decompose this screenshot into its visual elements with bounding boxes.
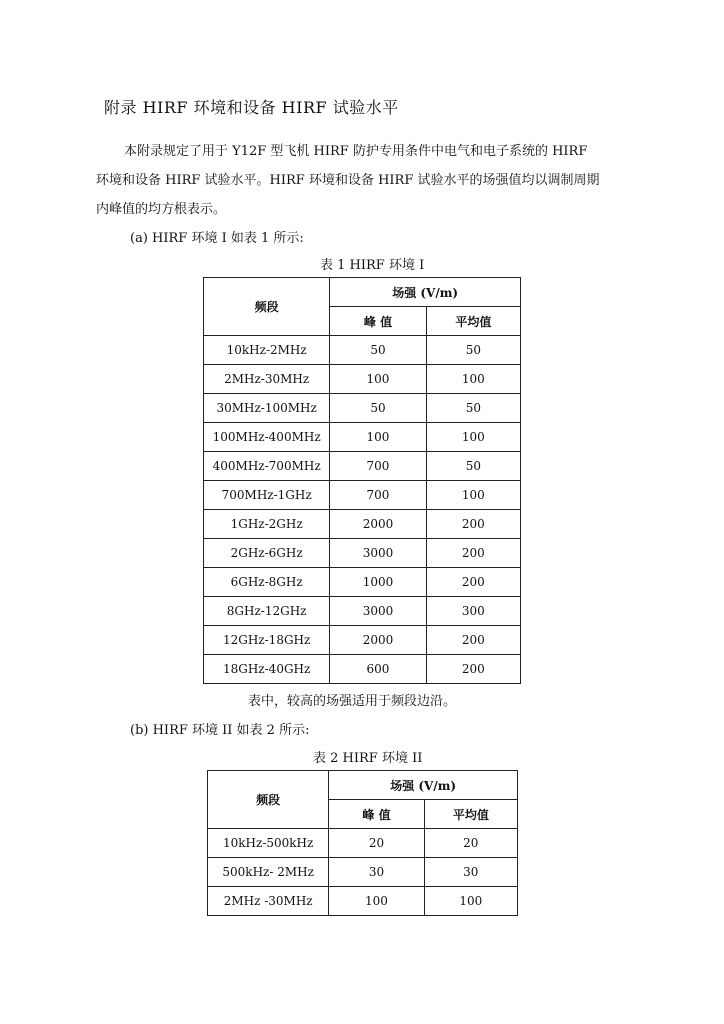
cell-peak: 30 [329, 858, 424, 887]
intro-paragraph [96, 137, 636, 224]
cell-band: 12GHz-18GHz [204, 626, 330, 655]
cell-band: 18GHz-40GHz [204, 655, 330, 684]
table-row [204, 655, 521, 684]
cell-average: 100 [426, 365, 520, 394]
cell-peak: 2000 [330, 626, 426, 655]
cell-band: 1GHz-2GHz [204, 510, 330, 539]
header-peak: 峰 值 [330, 307, 426, 336]
cell-average: 50 [426, 452, 520, 481]
cell-average: 200 [426, 626, 520, 655]
cell-average: 100 [424, 887, 517, 916]
table-row [204, 568, 521, 597]
cell-band: 6GHz-8GHz [204, 568, 330, 597]
cell-band: 700MHz-1GHz [204, 481, 330, 510]
cell-peak: 100 [330, 365, 426, 394]
table-row [204, 423, 521, 452]
header-field-strength: 场强 (V/m) [329, 771, 518, 800]
table1-caption: 表 1 HIRF 环境 I [320, 258, 425, 273]
cell-band: 2GHz-6GHz [204, 539, 330, 568]
header-average: 平均值 [424, 800, 517, 829]
header-field-strength: 场强 (V/m) [330, 278, 521, 307]
cell-average: 50 [426, 336, 520, 365]
cell-average: 50 [426, 394, 520, 423]
cell-peak: 100 [329, 887, 424, 916]
intro-line: 环境和设备 HIRF 试验水平。HIRF 环境和设备 HIRF 试验水平的场强值均以调制周期 [96, 173, 600, 188]
cell-peak: 600 [330, 655, 426, 684]
header-band: 频段 [204, 278, 330, 336]
cell-average: 100 [426, 481, 520, 510]
cell-average: 100 [426, 423, 520, 452]
table-row [204, 626, 521, 655]
intro-line: 内峰值的均方根表示。 [96, 202, 227, 217]
cell-peak: 1000 [330, 568, 426, 597]
cell-peak: 50 [330, 336, 426, 365]
cell-average: 30 [424, 858, 517, 887]
cell-band: 30MHz-100MHz [204, 394, 330, 423]
cell-band: 10kHz-500kHz [208, 829, 329, 858]
cell-peak: 700 [330, 481, 426, 510]
table2 [207, 770, 518, 916]
table-row [204, 365, 521, 394]
cell-average: 200 [426, 510, 520, 539]
table-row [208, 858, 518, 887]
cell-peak: 50 [330, 394, 426, 423]
appendix-title: 附录 HIRF 环境和设备 HIRF 试验水平 [104, 98, 399, 117]
cell-peak: 3000 [330, 539, 426, 568]
header-peak: 峰 值 [329, 800, 424, 829]
cell-band: 2MHz -30MHz [208, 887, 329, 916]
table1 [203, 277, 521, 684]
table-note: 表中，较高的场强适用于频段边沿。 [248, 694, 457, 709]
cell-average: 300 [426, 597, 520, 626]
cell-average: 200 [426, 539, 520, 568]
cell-peak: 700 [330, 452, 426, 481]
cell-band: 10kHz-2MHz [204, 336, 330, 365]
cell-band: 2MHz-30MHz [204, 365, 330, 394]
table-row [204, 510, 521, 539]
table-row [204, 394, 521, 423]
header-average: 平均值 [426, 307, 520, 336]
table-row [204, 597, 521, 626]
table-row [208, 887, 518, 916]
table-row [204, 452, 521, 481]
cell-peak: 3000 [330, 597, 426, 626]
cell-band: 8GHz-12GHz [204, 597, 330, 626]
cell-peak: 2000 [330, 510, 426, 539]
table-row [208, 829, 518, 858]
table-row [204, 336, 521, 365]
item-b-text: (b) HIRF 环境 II 如表 2 所示: [130, 723, 310, 738]
cell-average: 200 [426, 655, 520, 684]
table2-caption: 表 2 HIRF 环境 II [313, 751, 423, 766]
item-a-text: (a) HIRF 环境 I 如表 1 所示: [130, 231, 304, 246]
header-band: 频段 [208, 771, 329, 829]
cell-peak: 100 [330, 423, 426, 452]
table-row [204, 539, 521, 568]
cell-peak: 20 [329, 829, 424, 858]
cell-average: 200 [426, 568, 520, 597]
table-row [204, 481, 521, 510]
cell-band: 100MHz-400MHz [204, 423, 330, 452]
intro-line: 本附录规定了用于 Y12F 型飞机 HIRF 防护专用条件中电气和电子系统的 HIRF [124, 144, 588, 159]
cell-average: 20 [424, 829, 517, 858]
cell-band: 500kHz- 2MHz [208, 858, 329, 887]
cell-band: 400MHz-700MHz [204, 452, 330, 481]
